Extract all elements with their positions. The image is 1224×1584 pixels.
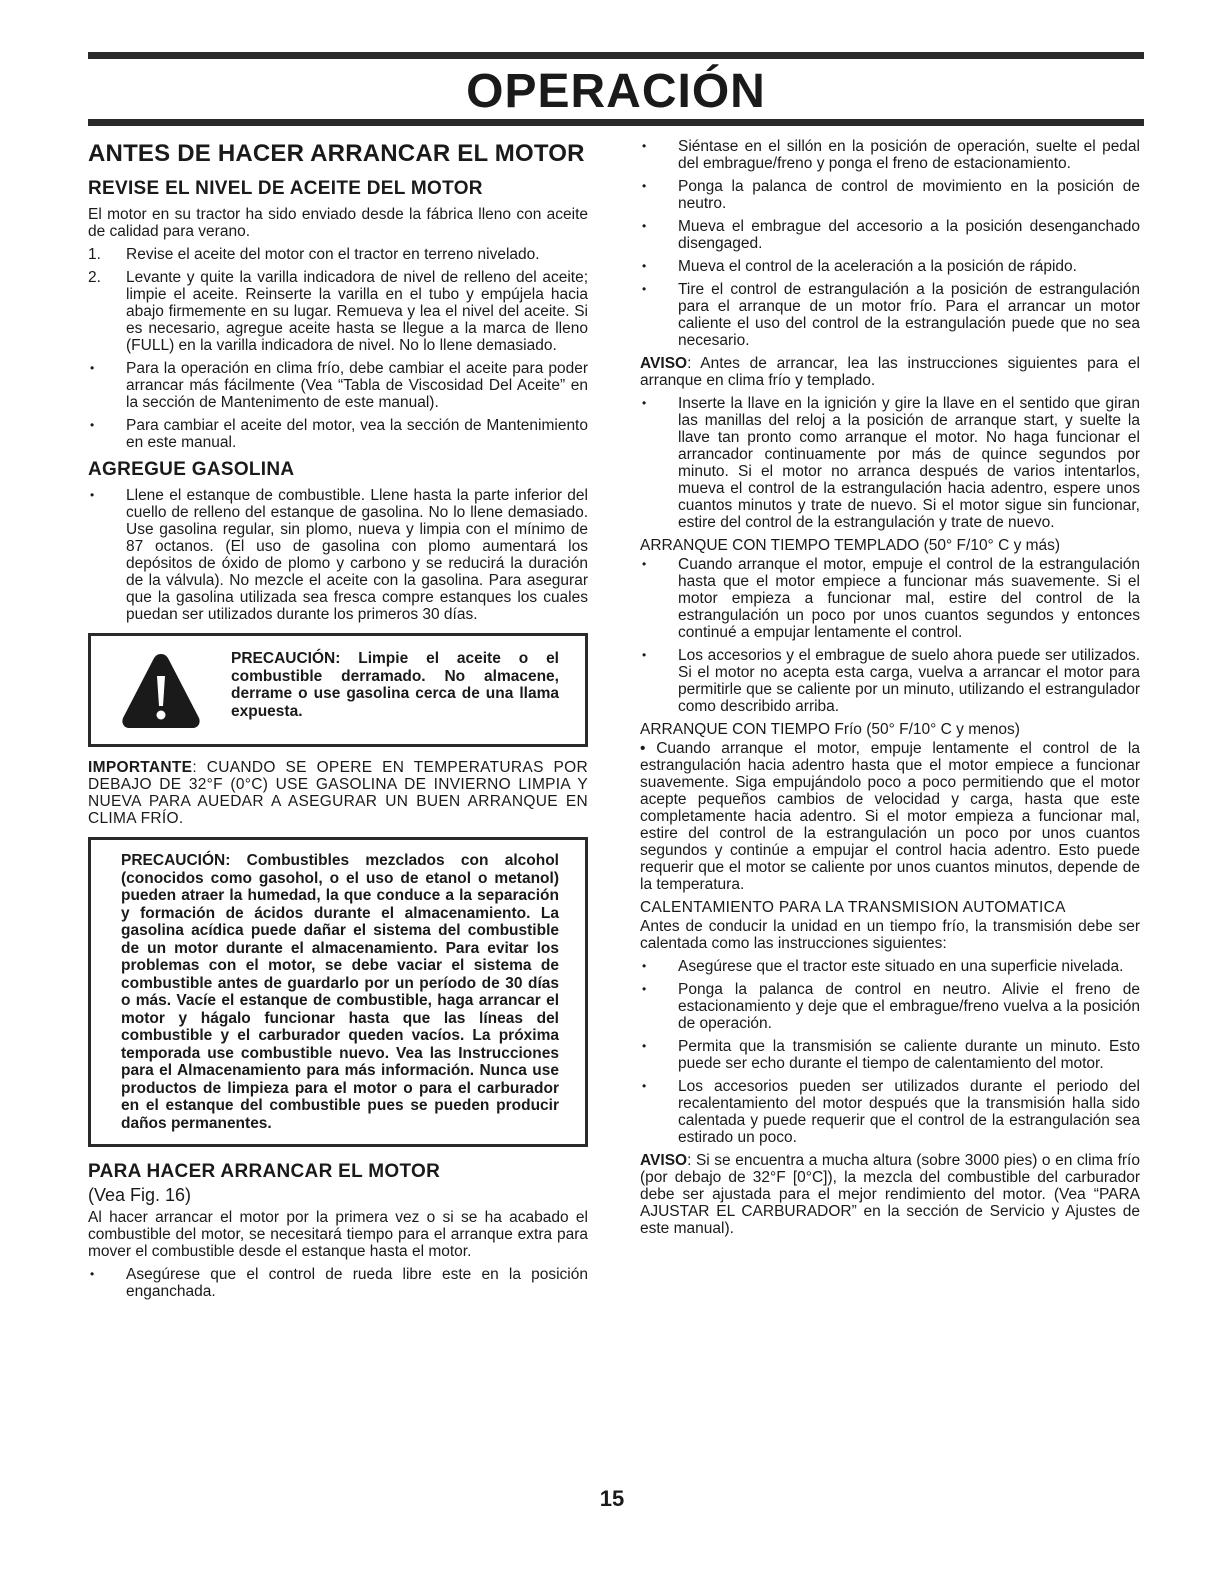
list-item: • Los accesorios pueden ser utilizados durante el periodo del recalentamiento del motor después que la transmisión halla sido calentada y puede requerir que el control de la estrangulación sea estirado un poco. [640, 1078, 1140, 1146]
caution-text-fire: PRECAUCIÓN: Limpie el aceite o el combustible derramado. No almacene, derrame o use gasolina cerca de una llama expuesta. [231, 650, 559, 720]
oil-steps [88, 246, 588, 354]
list-item: • Cuando arranque el motor, empuje el control de la estrangulación hasta que el motor empiece a funcionar más suavemente. Si el motor empieza a funcionar mal, estire del control de la estrangulación un poco por unos cuantos segundos y entonces continué a empujar lentamente el control. [640, 556, 1140, 641]
right-column [640, 138, 1140, 1243]
calent-bullets [640, 958, 1140, 1146]
heading-para: PARA HACER ARRANCAR EL MOTOR [88, 1161, 441, 1182]
list-item: • Asegúrese que el control de rueda libre este en la posición enganchada. [88, 1266, 588, 1300]
caution-text-fuel: PRECAUCIÓN: Combustibles mezclados con alcohol (conocidos como gasohol, o el uso de etanol o metanol) pueden atraer la humedad, la que conduce a la separación y formación de ácidos durante el almacenamiento. La gasolina acídica puede dañar el sistema del combustible de un motor durante el almacenamiento. Para evitar los problemas con el motor, se debe vaciar el sistema de combustible antes de guardarlo por un período de 30 días o más. Vacíe el estanque de combustible, haga arrancar el motor y hágalo funcionar hasta que las líneas del combustible y el carburador queden vacíos. La próxima temporada use combustible nuevo. Vea las Instrucciones para el Almacenamiento para más información. Nunca use productos de limpieza para el motor o para el carburador en el estanque del combustible pues se pueden producir daños permanentes. [121, 852, 559, 1132]
start-bullets [640, 138, 1140, 349]
heading-agregue: AGREGUE GASOLINA [88, 459, 295, 480]
list-item: • Para cambiar el aceite del motor, vea la sección de Mantenimiento en este manual. [88, 417, 588, 451]
templado-bullets [640, 556, 1140, 715]
list-item: • Inserte la llave en la ignición y gire la llave en el sentido que giran las manillas del reloj a la posición de arranque start, y suelte la llave tan pronto como arranque el motor. No haga funcionar el arrancador continuamente por más de quince segundos por minuto. Si el motor no arranca después de varios intentarlos, mueva el control de la estrangulación hacia adentro, espere unos cuantos minutos y trate de nuevo. Si el motor sigue sin funcionar, estire del control de la estrangulación y trate de nuevo. [640, 395, 1140, 531]
list-item: • Los accesorios y el embrague de suelo ahora puede ser utilizados. Si el motor no acepta esta carga, vuelva a arrancar el motor para permitirle que se caliente por un minuto, utilizando el estrangulador como describido arriba. [640, 647, 1140, 715]
list-item: • Mueva el embrague del accesorio a la posición desenganchado disengaged. [640, 218, 1140, 252]
list-item: • Ponga la palanca de control de movimiento en la posición de neutro. [640, 178, 1140, 212]
list-item: • Ponga la palanca de control en neutro. Alivie el freno de estacionamiento y deje que el embrague/freno vuelva a la posición de operación. [640, 981, 1140, 1032]
heading-frio: ARRANQUE CON TIEMPO Frío (50° F/10° C y menos) [640, 721, 1020, 738]
caution-box-fuel [88, 837, 588, 1147]
key-bullets [640, 395, 1140, 531]
oil-bullets [88, 360, 588, 451]
list-item: • Tire el control de estrangulación a la posición de estrangulación para el arranque de un motor frío. Para el arrancar un motor caliente el uso del control de la estrangulación puede que no sea necesario. [640, 281, 1140, 349]
caution-box-fire [88, 633, 588, 747]
list-item: 2. Levante y quite la varilla indicadora de nivel de relleno del aceite; limpie el aceite. Reinserte la varilla en el tubo y empújela hacia abajo firmemente en su lugar. Remueva y lea el nivel del aceite. Si es necesario, agregue aceite hasta se llegue a la marca de lleno (FULL) en la varilla indicadora de nivel. No lo llene demasiado. [88, 269, 588, 354]
paragraph-calentamiento: Antes de conducir la unidad en un tiempo frío, la transmisión debe ser calentada como las instrucciones siguientes: [640, 918, 1140, 952]
heading-para-sub: (Vea Fig. 16) [88, 1185, 192, 1205]
aviso-cold-warm: AVISO: Antes de arrancar, lea las instrucciones siguientes para el arranque en clima frío y templado. [640, 355, 1140, 389]
left-column [88, 138, 588, 1306]
paragraph-frio: • Cuando arranque el motor, empuje lentamente el control de la estrangulación hacia adentro hasta que el motor empiece a funcionar suavemente. Siga empujándolo poco a poco permitiendo que el motor acepte pequeños cambios de velocidad y carga, hasta que este completamente hacia adentro. Si el motor empieza a funcionar mal, estire del control de la estrangulación un poco por unos cuantos segundos y continúe a empujar el control hacia adentro. Esto puede requerir que el motor se caliente por unos cuantos minutos, depende de la temperatura. [640, 740, 1140, 893]
aviso-altitude: AVISO: Si se encuentra a mucha altura (sobre 3000 pies) o en clima frío (por debajo de 32°F [0°C]), la mezcla del combustible del carburador debe ser ajustada para el mejor rendimiento del motor. (Vea “PARA AJUSTAR EL CARBURADOR” en la sección de Servicio y Ajustes de este manual). [640, 1152, 1140, 1237]
heading-templado: ARRANQUE CON TIEMPO TEMPLADO (50° F/10° C y más) [640, 537, 1061, 554]
list-item: • Llene el estanque de combustible. Llene hasta la parte inferior del cuello de relleno del estanque de gasolina. No lo llene demasiado. Use gasolina regular, sin plomo, nueva y limpia con el mínimo de 87 octanos. (El uso de gasolina con plomo aumentará los depósitos de óxido de plomo y carbono y se reducirá la duración de la válvula). No mezcle el aceite con la gasolina. Para asegurar que la gasolina utilizada sea fresca compre estanques los cuales puedan ser utilizados durante los primeros 30 días. [88, 487, 588, 623]
heading-calentamiento: CALENTAMIENTO PARA LA TRANSMISION AUTOMATICA [640, 899, 1066, 916]
paragraph-revise: El motor en su tractor ha sido enviado desde la fábrica lleno con aceite de calidad para verano. [88, 206, 588, 240]
list-item: • Permita que la transmisión se caliente durante un minuto. Esto puede ser echo durante el tiempo de calentamiento del motor. [640, 1038, 1140, 1072]
list-item: 1. Revise el aceite del motor con el tractor en terreno nivelado. [88, 246, 540, 263]
gas-bullets [88, 487, 588, 623]
page-title: OPERACIÓN [466, 65, 766, 118]
top-rule [88, 52, 1144, 59]
list-item: • Siéntase en el sillón en la posición de operación, suelte el pedal del embrague/freno y ponga el freno de estacionamiento. [640, 138, 1140, 172]
bottom-rule [88, 119, 1144, 126]
para-bullets [88, 1266, 588, 1300]
importante-note: IMPORTANTE: CUANDO SE OPERE EN TEMPERATURAS POR DEBAJO DE 32°F (0°C) USE GASOLINA DE INVIERNO LIMPIA Y NUEVA PARA AUEDAR A ASEGURAR UN BUEN ARRANQUE EN CLIMA FRÍO. [88, 759, 588, 827]
warning-triangle-icon [121, 650, 201, 730]
paragraph-para: Al hacer arrancar el motor por la primera vez o si se ha acabado el combustible del motor, se necesitará tiempo para el arranque extra para mover el combustible desde el estanque hasta el motor. [88, 1209, 588, 1260]
page-number: 15 [599, 1486, 625, 1511]
heading-revise: REVISE EL NIVEL DE ACEITE DEL MOTOR [88, 178, 483, 199]
heading-antes: ANTES DE HACER ARRANCAR EL MOTOR [88, 140, 585, 167]
list-item: • Para la operación en clima frío, debe cambiar el aceite para poder arrancar más fácilmente (Vea “Tabla de Viscosidad Del Aceite” en la sección de Mantenimento de este manual). [88, 360, 588, 411]
list-item: • Asegúrese que el tractor este situado en una superficie nivelada. [640, 958, 1140, 975]
list-item: • Mueva el control de la aceleración a la posición de rápido. [640, 258, 1140, 275]
